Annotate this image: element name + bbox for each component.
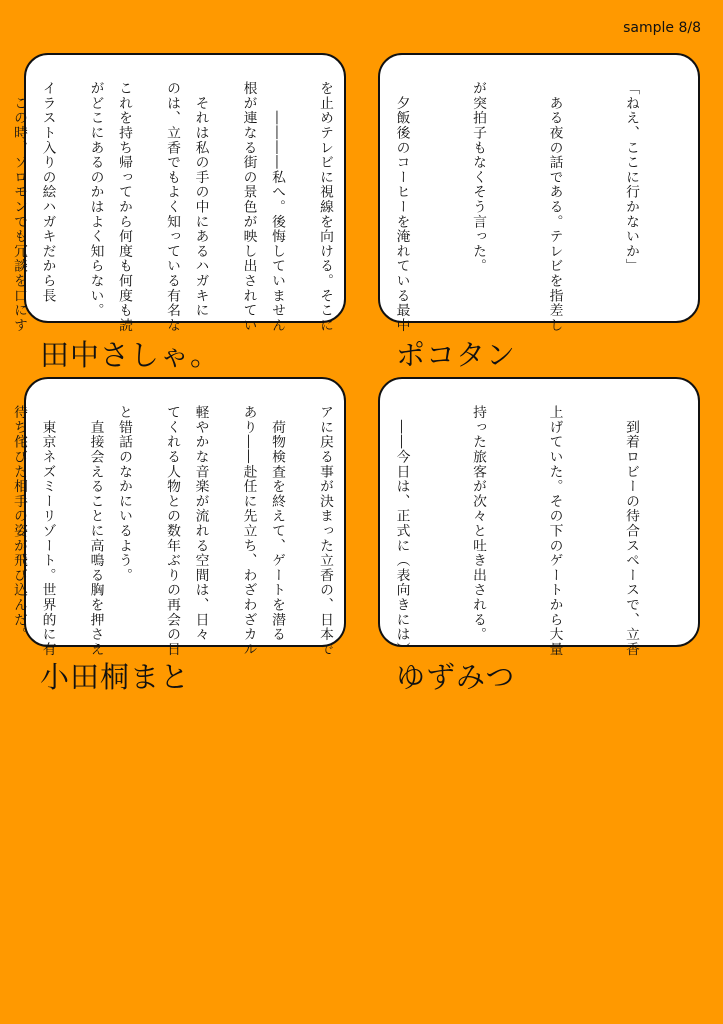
- text-column: てくれる人物との数年ぶりの再会の日: [164, 405, 180, 657]
- text-column: この時、ソロモンでも冗談を口にす: [11, 81, 27, 333]
- text-column: がどこにあるのかはよく知らない。: [87, 81, 104, 318]
- text-column: 持った旅客が次々と吐き出される。: [470, 405, 486, 642]
- text-column: 夕飯後のコーヒーを淹れている最中: [393, 81, 410, 333]
- text-column: 到着ロビーの待合スペースで、立香: [623, 405, 639, 657]
- text-column: ある夜の話である。テレビを指差し: [546, 81, 563, 333]
- text-column: と错話のなかにいるよう。: [116, 405, 132, 583]
- text-column: イラスト入りの絵ハガキだから長: [39, 81, 56, 303]
- text-column: 「ねえ、ここに行かないか」: [623, 81, 639, 274]
- text-column: これを持ち帰ってから何度も何度も読: [116, 81, 132, 333]
- sample-text-4: [0, 405, 694, 657]
- author-name-2: ポコタン: [396, 338, 517, 372]
- author-name-3: 小田桐まと: [40, 660, 191, 694]
- sample-text-2: [0, 81, 694, 333]
- text-column: が突拍子もなくそう言った。: [470, 81, 486, 274]
- text-column: アに戻る事が決まった立香の、日本で: [317, 405, 333, 657]
- text-column: を止めテレビに視線を向ける。そこに: [317, 81, 333, 333]
- text-column: あり――赴任に先立ち、わざわざカル: [240, 405, 257, 657]
- text-column: 東京ネズミーリゾート。世界的に有: [39, 405, 56, 657]
- text-column: 根が連なる街の景色が映し出されてい: [240, 81, 257, 333]
- text-column: のは、立香でもよく知っている有名な: [164, 81, 180, 333]
- author-name-4: ゆずみつ: [396, 660, 516, 694]
- page-label: sample 8/8: [623, 20, 701, 36]
- text-column: 荷物検査を終えて、ゲートを潜る: [269, 405, 285, 642]
- text-column: ――今日は、正式に（表向きには）: [393, 405, 410, 657]
- text-column: ――――私へ。後悔していません: [269, 81, 285, 333]
- text-column: 軽やかな音楽が流れる空間は、日々: [192, 405, 209, 642]
- text-column: 待ち侘びた相手の姿が飛び込んだ。: [11, 405, 27, 642]
- text-column: それは私の手の中にあるハガキに: [192, 81, 209, 318]
- author-name-1: 田中さしゃ。: [40, 338, 221, 372]
- text-column: 上げていた。その下のゲートから大量: [546, 405, 563, 657]
- text-column: 直接会えることに高鳴る胸を押さえ: [87, 405, 104, 657]
